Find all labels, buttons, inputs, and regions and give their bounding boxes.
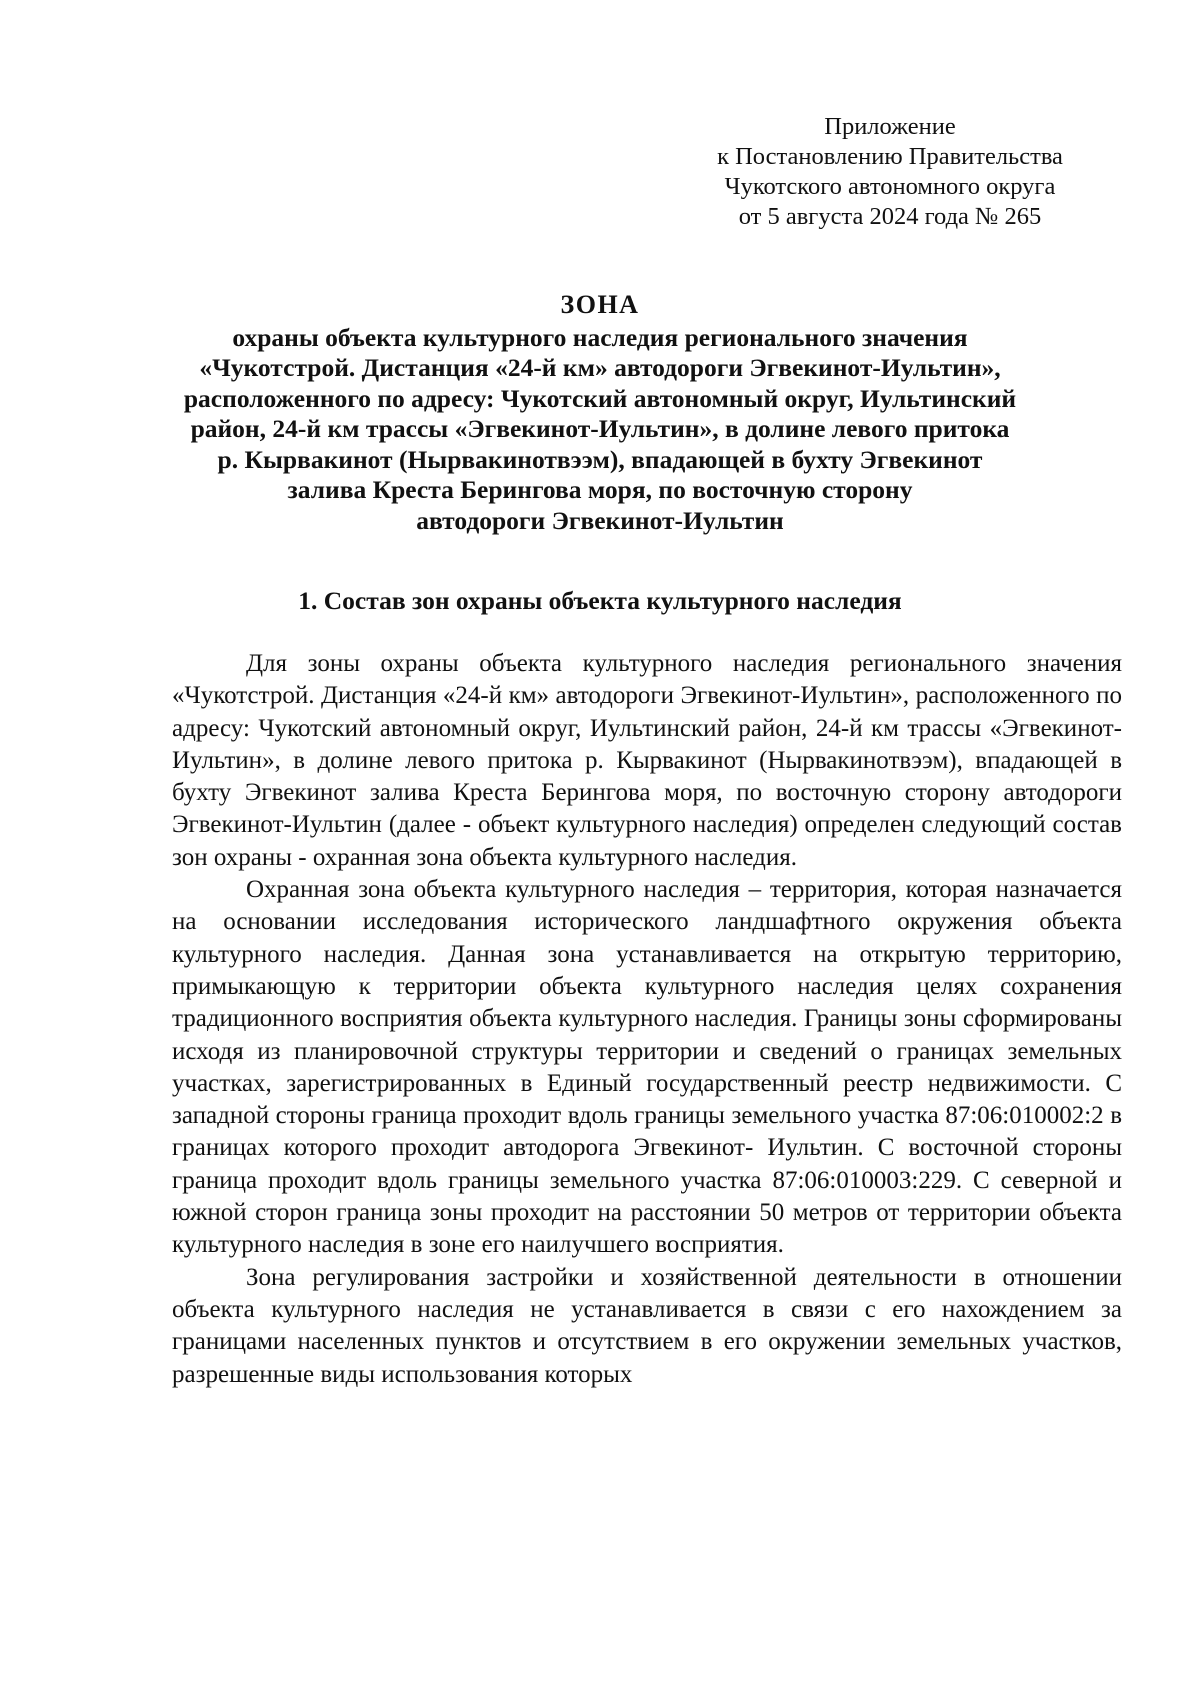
appendix-line: к Постановлению Правительства	[717, 143, 1063, 170]
appendix-line: Приложение	[824, 113, 956, 140]
title-line: охраны объекта культурного наследия регионального значения	[232, 322, 968, 352]
title-heading: ЗОНА	[560, 290, 640, 319]
body-paragraph: Для зоны охраны объекта культурного наследия регионального значения «Чукотстрой. Дистанция «24-й км» автодороги Эгвекинот-Иультин», расположенного по адресу: Чукотский автономный округ, Иультинский район, 24-й км трассы «Эгвекинот-Иультин», в долине левого притока р. Кырвакинот (Нырвакинотвээм), впадающей в бухту Эгвекинот залива Креста Берингова моря, по восточную сторону автодороги Эгвекинот-Иультин (далее - объект культурного наследия) определен следующий состав зон охраны - охранная зона объекта культурного наследия.	[172, 650, 1122, 871]
title-line: «Чукотстрой. Дистанция «24-й км» автодороги Эгвекинот-Иультин»,	[199, 353, 1001, 382]
section-body	[172, 648, 1122, 1391]
title-line: расположенного по адресу: Чукотский автономный округ, Иультинский	[183, 383, 1017, 413]
document-title	[120, 290, 1080, 536]
section-heading: 1. Состав зон охраны объекта культурного наследия	[298, 586, 902, 615]
appendix-header	[700, 112, 1080, 232]
body-paragraph: Зона регулирования застройки и хозяйственной деятельности в отношении объекта культурного наследия не устанавливается в связи с его нахождением за границами населенных пунктов и отсутствием в его окружении земельных участков, разрешенные виды использования которых	[172, 1263, 1122, 1388]
appendix-date-line: от 5 августа 2024 года № 265	[738, 203, 1042, 230]
title-line: залива Креста Берингова моря, по восточную сторону	[287, 475, 913, 504]
title-line: р. Кырвакинот (Нырвакинотвээм), впадающей в бухту Эгвекинот	[217, 444, 983, 474]
title-line: автодороги Эгвекинот-Иультин	[416, 505, 784, 535]
title-line: район, 24-й км трассы «Эгвекинот-Иультин», в долине левого притока	[190, 414, 1010, 443]
body-paragraph: Охранная зона объекта культурного наследия – территория, которая назначается на основании исследования исторического ландшафтного окружения объекта культурного наследия. Данная зона устанавливается на открытую территорию, примыкающую к территории объекта культурного наследия целях сохранения традиционного восприятия объекта культурного наследия. Границы зоны сформированы исходя из планировочной структуры территории и сведений о границах земельных участках, зарегистрированных в Единый государственный реестр недвижимости. С западной стороны граница проходит вдоль границы земельного участка 87:06:010002:2 в границах которого проходит автодорога Эгвекинот- Иультин. С восточной стороны граница проходит вдоль границы земельного участка 87:06:010003:229. С северной и южной сторон граница зоны проходит на расстоянии 50 метров от территории объекта культурного наследия в зоне его наилучшего восприятия.	[172, 876, 1122, 1259]
appendix-line: Чукотского автономного округа	[724, 173, 1056, 200]
